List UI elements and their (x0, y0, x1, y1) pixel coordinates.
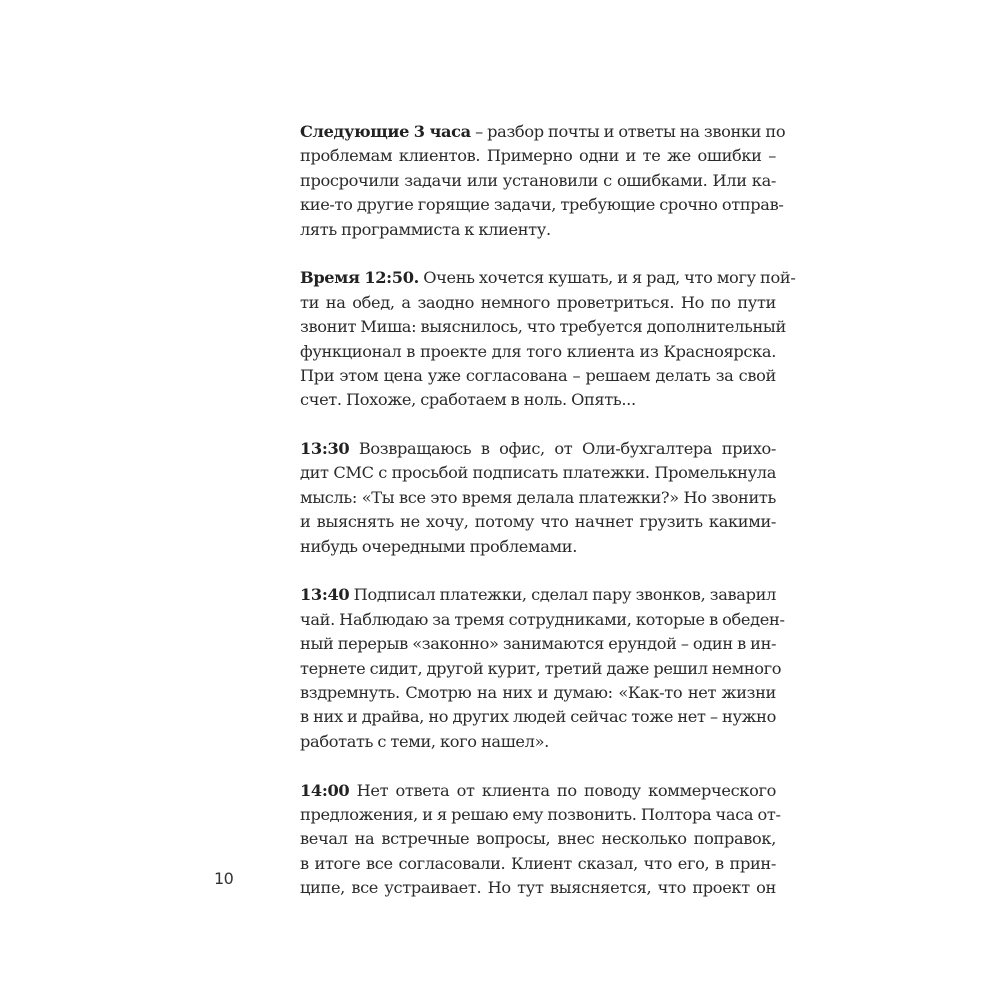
text-line: Следующие 3 часа – разбор почты и ответы на звонки по (300, 122, 786, 141)
text-line: предложения, и я решаю ему позвонить. Полтора часа от- (300, 804, 781, 824)
paragraph-lead: 14:00 (300, 780, 350, 800)
text-line: тернете сидит, другой курит, третий даже решил немного (300, 658, 782, 678)
text-line: мысль: «Ты все это время делала платежки?» Но звонить (300, 487, 776, 507)
text-line: ципе, все устраивает. Но тут выясняется, что проект он (300, 878, 776, 898)
paragraph-1340 (300, 583, 785, 754)
text-line: нибудь очередными проблемами. (300, 536, 578, 556)
text-line: 13:30 Возвращаюсь в офис, от Оли-бухгалтера прихо- (300, 439, 776, 459)
text-line: Время 12:50. Очень хочется кушать, и я рад, что могу пой- (300, 268, 796, 288)
paragraph-lead: Время 12:50. (300, 268, 419, 288)
text-line: При этом цена уже согласована – решаем делать за свой (300, 365, 776, 385)
text-line: и выяснять не хочу, потому что начнет грузить какими- (300, 512, 776, 532)
paragraph-lead: 13:40 (300, 585, 350, 605)
paragraph-lead: Следующие 3 часа (300, 122, 471, 141)
text-line: в итоге все согласовали. Клиент сказал, что его, в прин- (300, 853, 776, 873)
text-line: вздремнуть. Смотрю на них и думаю: «Как-то нет жизни (300, 682, 776, 702)
text-line: звонит Миша: выяснилось, что требуется дополнительный (300, 317, 786, 337)
text-line: 13:40 Подписал платежки, сделал пару звонков, заварил (300, 585, 776, 605)
paragraph-1250 (300, 266, 796, 412)
text-line: чай. Наблюдаю за тремя сотрудниками, которые в обеден- (300, 609, 785, 629)
text-line: работать с теми, кого нашел». (300, 731, 549, 751)
text-line: проблемам клиентов. Примерно одни и те же ошибки – (300, 146, 776, 166)
text-line: ти на обед, а заодно немного проветриться. Но по пути (300, 292, 776, 312)
text-line: вечал на встречные вопросы, внес несколько поправок, (300, 829, 776, 849)
text-line: 14:00 Нет ответа от клиента по поводу коммерческого (300, 780, 776, 800)
text-line: лять программиста к клиенту. (300, 219, 551, 239)
text-line: дит СМС с просьбой подписать платежки. Промелькнула (300, 463, 776, 483)
text-line: функционал в проекте для того клиента из Красноярска. (300, 341, 776, 361)
paragraph-next-3-hours (300, 120, 786, 242)
page-number: 10 (214, 869, 234, 888)
text-line: кие-то другие горящие задачи, требующие срочно отправ- (300, 195, 784, 215)
paragraph-1400 (300, 779, 781, 901)
text-line: счет. Похоже, сработаем в ноль. Опять... (300, 390, 636, 410)
paragraph-1330 (300, 437, 776, 559)
text-line: просрочили задачи или установили с ошибками. Или ка- (300, 170, 776, 190)
text-line: ный перерыв «законно» занимаются ерундой – один в ин- (300, 634, 777, 654)
body-text (300, 120, 796, 925)
text-line: в них и драйва, но других людей сейчас тоже нет – нужно (300, 707, 776, 727)
paragraph-lead: 13:30 (300, 439, 350, 459)
